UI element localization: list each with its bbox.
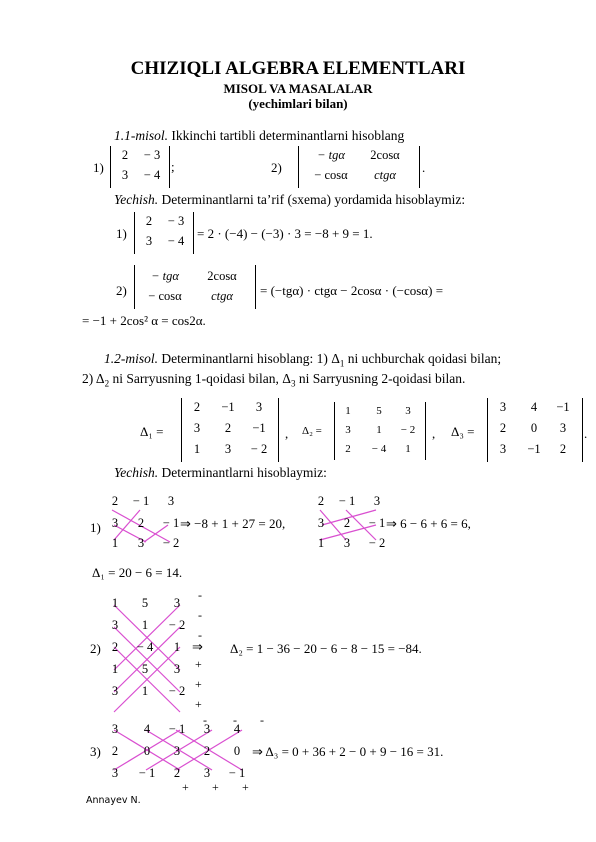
sign-minus: - — [203, 713, 207, 727]
det-cell: 0 — [530, 421, 538, 435]
cell: 2 — [111, 640, 119, 654]
det-cell: 3 — [145, 234, 153, 248]
cell: 2 — [203, 744, 211, 758]
sign-plus: + — [195, 657, 202, 671]
s2-matrix — [104, 596, 194, 706]
cell: 3 — [203, 766, 211, 780]
d1-comma: , — [285, 426, 289, 441]
ex2-sub: 2 — [104, 378, 110, 389]
cell: − 1 — [138, 766, 156, 780]
cell: 1 — [317, 536, 325, 550]
det-cell: −1 — [556, 400, 570, 414]
det-cell: −1 — [221, 400, 235, 414]
ex2-sub: 1 — [339, 358, 345, 369]
ex2-sol-text: Determinantlarni hisoblaymiz: — [158, 465, 327, 480]
det-cell: 2 — [345, 443, 351, 455]
s1-result: Δ₁ = 20 − 6 = 14. — [92, 565, 183, 580]
sign-minus: - — [233, 713, 237, 727]
s1-left-matrix — [104, 494, 184, 554]
ex1-label: 1.1-misol. — [114, 128, 168, 143]
cell: 1 — [111, 596, 119, 610]
det-cell: 5 — [376, 405, 382, 417]
d2-label: Δ₂ = — [302, 425, 322, 437]
cell: 3 — [111, 516, 119, 530]
det-cell: − 4 — [167, 234, 185, 248]
cell: 3 — [111, 722, 119, 736]
ex2-text-a2: ni uchburchak qoidasi bilan; — [344, 351, 502, 366]
det-cell: ctgα — [374, 168, 396, 182]
cell: 1 — [141, 684, 149, 698]
cell: 1 — [141, 618, 149, 632]
page-subtitle-2: (yechimlari bilan) — [248, 96, 348, 111]
det-cell: 3 — [499, 400, 507, 414]
cell: 2 — [111, 494, 119, 508]
cell: 3 — [317, 516, 325, 530]
cell: 3 — [373, 494, 381, 508]
det-cell: − tgα — [151, 269, 179, 283]
sign-plus: + — [212, 780, 219, 794]
det-cell: 4 — [530, 400, 538, 414]
det-cell: −1 — [527, 442, 541, 456]
cell: 1 — [111, 662, 119, 676]
det-cell: 3 — [405, 405, 411, 417]
ex2-sub: 3 — [290, 378, 296, 389]
s2-num: 2) — [90, 641, 101, 656]
sign-plus: + — [242, 780, 249, 794]
cell: 2 — [137, 516, 145, 530]
cell: − 4 — [136, 640, 154, 654]
s1-right-matrix — [310, 494, 390, 554]
det-cell: − 4 — [371, 443, 387, 455]
ex1-sol-text: Determinantlarni ta’rif (sxema) yordamida hisoblaymiz: — [158, 192, 466, 207]
cell: 3 — [111, 766, 119, 780]
cell: 4 — [143, 722, 151, 736]
cell: 4 — [233, 722, 241, 736]
det-cell: 3 — [345, 424, 351, 436]
d2-comma: , — [432, 426, 436, 441]
cell: 3 — [167, 494, 175, 508]
ex1-sep: ; — [171, 159, 175, 174]
cell: 3 — [173, 744, 181, 758]
d3-label: Δ₃ = — [451, 424, 475, 439]
cell: 1 — [111, 536, 119, 550]
ex2-text-b2: ni Sarryusning 1-qoidasi bilan, Δ — [109, 371, 291, 386]
d3-dot: . — [584, 426, 588, 441]
det-cell: 3 — [224, 442, 232, 456]
det-cell: −1 — [252, 421, 266, 435]
det-cell: − cosα — [314, 168, 348, 182]
det-cell: 1 — [376, 424, 382, 436]
det-cell: 2 — [121, 148, 129, 162]
det-cell: 3 — [559, 421, 567, 435]
cell: 3 — [111, 618, 119, 632]
det-cell: ctgα — [211, 289, 233, 303]
det-cell: − tgα — [317, 148, 345, 162]
cell: − 2 — [162, 536, 180, 550]
ex1-sol2-num: 2) — [116, 283, 127, 298]
footer-author: Annayev N. — [86, 795, 141, 806]
cell: 2 — [111, 744, 119, 758]
s1-left-rhs: ⇒ −8 + 1 + 27 = 20, — [180, 516, 286, 531]
s3-num: 3) — [90, 744, 101, 759]
ex2-text-b: 2) Δ — [82, 371, 105, 386]
sign-minus: - — [198, 628, 202, 642]
cell: − 2 — [168, 618, 186, 632]
cell: 2 — [317, 494, 325, 508]
cell: − 1 — [228, 766, 246, 780]
d1-label: Δ₁ = — [140, 424, 164, 439]
det-cell: 3 — [121, 168, 129, 182]
det-cell: − 4 — [143, 168, 161, 182]
sign-plus: + — [195, 677, 202, 691]
det-cell: 3 — [499, 442, 507, 456]
cell: 3 — [137, 536, 145, 550]
cell: 5 — [141, 662, 149, 676]
s2-result: Δ₂ = 1 − 36 − 20 − 6 − 8 − 15 = −84. — [230, 641, 422, 656]
det-cell: 1 — [345, 405, 351, 417]
cell: 5 — [141, 596, 149, 610]
det-cell: 1 — [405, 443, 411, 455]
ex1-sol1-rhs: = 2 · (−4) − (−3) · 3 = −8 + 9 = 1. — [197, 226, 373, 241]
ex2-label: 1.2-misol. — [104, 351, 158, 366]
cell: 1 — [173, 640, 181, 654]
sign-plus: + — [195, 697, 202, 711]
cell: 2 — [173, 766, 181, 780]
det-cell: 2 — [193, 400, 201, 414]
det-cell: − cosα — [148, 289, 182, 303]
page-subtitle: MISOL VA MASALALAR — [223, 81, 373, 96]
det-cell: 2cosα — [207, 269, 237, 283]
cell: − 1 — [132, 494, 150, 508]
cell: 3 — [111, 684, 119, 698]
det-cell: − 2 — [250, 442, 268, 456]
det-cell: 2 — [145, 214, 153, 228]
cell: 0 — [143, 744, 151, 758]
s3-matrix — [104, 722, 254, 788]
ex1-sol-label: Yechish. — [114, 192, 159, 207]
s3-result: ⇒ Δ₃ = 0 + 36 + 2 − 0 + 9 − 16 = 31. — [252, 744, 444, 759]
sign-minus: - — [260, 713, 264, 727]
cell: − 1 — [338, 494, 356, 508]
ex1-item1-num: 1) — [93, 160, 104, 175]
s1-right-rhs: ⇒ 6 − 6 + 6 = 6, — [386, 516, 471, 531]
cell: − 1 — [168, 722, 186, 736]
ex2-text-a: Determinantlarni hisoblang: 1) Δ — [158, 351, 340, 366]
det-cell: 3 — [255, 400, 263, 414]
det-cell: 1 — [193, 442, 201, 456]
cell: 0 — [233, 744, 241, 758]
det-cell: − 3 — [167, 214, 185, 228]
ex1-sol2-cont: = −1 + 2cos² α = cos2α. — [82, 313, 206, 328]
cell: 3 — [203, 722, 211, 736]
ex1-item2-num: 2) — [271, 160, 282, 175]
ex2-text-b3: ni Sarryusning 2-qoidasi bilan. — [295, 371, 466, 386]
det-cell: 3 — [193, 421, 201, 435]
det-cell: 2 — [224, 421, 232, 435]
det-cell: 2 — [559, 442, 567, 456]
sign-minus: - — [198, 588, 202, 602]
cell: − 1 — [368, 516, 386, 530]
cell: 2 — [343, 516, 351, 530]
s1-num: 1) — [90, 520, 101, 535]
det-cell: − 2 — [400, 424, 416, 436]
cell: 3 — [173, 662, 181, 676]
cell: − 2 — [168, 684, 186, 698]
det-cell: 2 — [499, 421, 507, 435]
ex1-sol1-num: 1) — [116, 226, 127, 241]
page-title: CHIZIQLI ALGEBRA ELEMENTLARI — [130, 58, 466, 79]
cell: 3 — [343, 536, 351, 550]
cell: − 2 — [368, 536, 386, 550]
cell: 3 — [173, 596, 181, 610]
sign-minus: - — [198, 608, 202, 622]
det-cell: 2cosα — [370, 148, 400, 162]
ex1-text: Ikkinchi tartibli determinantlarni hisoblang — [168, 128, 405, 143]
sign-plus: + — [182, 780, 189, 794]
cell: − 1 — [162, 516, 180, 530]
ex2-sol-label: Yechish. — [114, 465, 159, 480]
ex1-end: . — [422, 160, 426, 175]
ex1-sol2-rhs: = (−tgα) · ctgα − 2cosα · (−cosα) = — [260, 283, 444, 298]
det-cell: − 3 — [143, 148, 161, 162]
s2-arrow: ⇒ — [192, 639, 203, 654]
